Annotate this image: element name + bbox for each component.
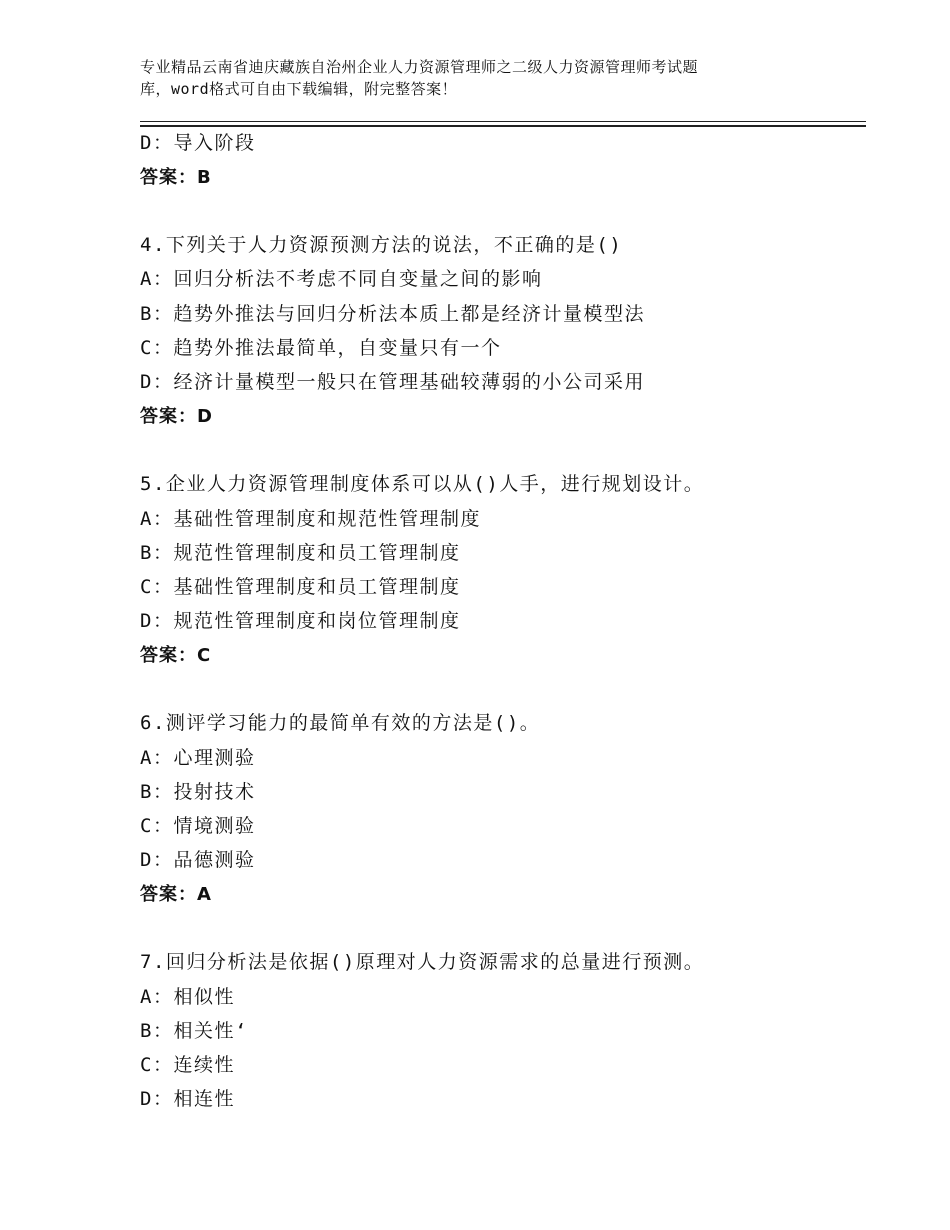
q6-stem: 6.测评学习能力的最简单有效的方法是()。 — [140, 712, 541, 734]
q4-stem: 4.下列关于人力资源预测方法的说法，不正确的是() — [140, 234, 623, 256]
q5-answer: 答案：C — [140, 645, 212, 666]
q4-answer: 答案：D — [140, 406, 213, 427]
q7-option-b: B：相关性‘ — [140, 1020, 248, 1042]
q3-option-d: D：导入阶段 — [140, 132, 256, 154]
q6-option-b: B：投射技术 — [140, 781, 256, 803]
q5-option-a: A：基础性管理制度和规范性管理制度 — [140, 508, 481, 530]
q4-option-a: A：回归分析法不考虑不同自变量之间的影响 — [140, 268, 543, 290]
q6-option-d: D：品德测验 — [140, 849, 256, 871]
q4-option-b: B：趋势外推法与回归分析法本质上都是经济计量模型法 — [140, 303, 645, 325]
q7-option-c: C：连续性 — [140, 1054, 235, 1076]
header-divider-thick — [140, 125, 866, 127]
q6-option-a: A：心理测验 — [140, 747, 256, 769]
q5-option-b: B：规范性管理制度和员工管理制度 — [140, 542, 461, 564]
q7-option-d: D：相连性 — [140, 1088, 235, 1110]
page-header — [140, 56, 830, 100]
q4-option-c: C：趋势外推法最简单，自变量只有一个 — [140, 337, 502, 359]
q3-answer: 答案：B — [140, 167, 212, 188]
q4-option-d: D：经济计量模型一般只在管理基础较薄弱的小公司采用 — [140, 371, 645, 393]
q5-option-c: C：基础性管理制度和员工管理制度 — [140, 576, 461, 598]
q5-stem: 5.企业人力资源管理制度体系可以从()人手，进行规划设计。 — [140, 473, 705, 495]
header-title-line1: 专业精品云南省迪庆藏族自治州企业人力资源管理师之二级人力资源管理师考试题 — [140, 58, 699, 76]
q6-option-c: C：情境测验 — [140, 815, 256, 837]
header-divider-thin — [140, 121, 866, 122]
q7-option-a: A：相似性 — [140, 986, 235, 1008]
header-title-line2: 库，word格式可自由下载编辑，附完整答案！ — [140, 80, 458, 98]
q7-stem: 7.回归分析法是依据()原理对人力资源需求的总量进行预测。 — [140, 951, 705, 973]
q6-answer: 答案：A — [140, 884, 212, 905]
q5-option-d: D：规范性管理制度和岗位管理制度 — [140, 610, 461, 632]
